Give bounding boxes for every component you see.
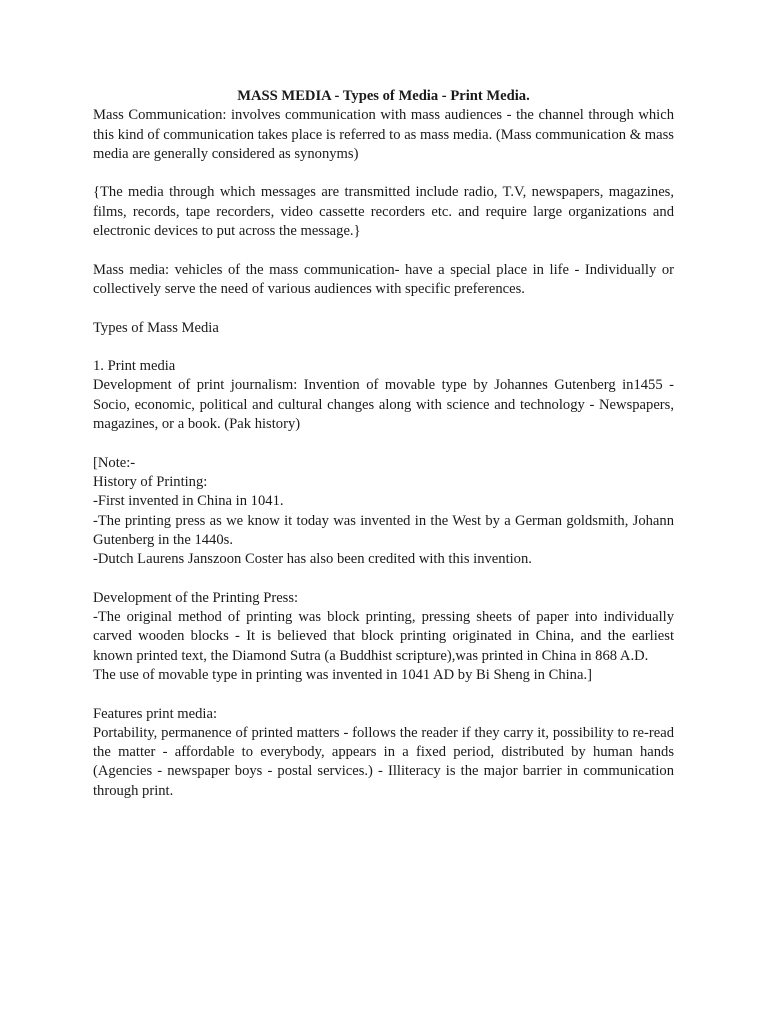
- features-heading: Features print media:: [93, 705, 218, 722]
- mass-media-definition: Mass media: vehicles of the mass communication- have a special place in life - Individually or collectively serve the need of various audiences with specific preferences.: [93, 261, 674, 297]
- print-development-paragraph: Development of print journalism: Invention of movable type by Johannes Gutenberg in1455 - Socio, economic, political and cultural changes along with science and technology - Newspapers, magazines, or a book. (Pak history): [93, 377, 674, 433]
- spacer: [93, 569, 674, 588]
- spacer: [93, 241, 674, 260]
- features-paragraph: Portability, permanence of printed matters - follows the reader if they carry it, possibility to re-read the matter - affordable to everybody, appears in a fixed period, distributed by human hands (Agencies - newspaper boys - postal services.) - Illiteracy is the major barrier in communication through print.: [93, 724, 674, 799]
- media-list-paragraph: {The media through which messages are transmitted include radio, T.V, newspapers, magazines, films, records, tape recorders, video cassette recorders etc. and require large organizations and electronic devices to put across the message.}: [93, 184, 674, 240]
- press-paragraph: The use of movable type in printing was invented in 1041 AD by Bi Sheng in China.]: [93, 666, 592, 683]
- press-paragraph: -The original method of printing was block printing, pressing sheets of paper into individually carved wooden blocks - It is believed that block printing originated in China, and the earliest known printed text, the Diamond Sutra (a Buddhist scripture),was printed in China in 868 A.D.: [93, 609, 674, 664]
- spacer: [93, 434, 674, 453]
- spacer: [93, 299, 674, 318]
- history-item: -First invented in China in 1041.: [93, 493, 284, 510]
- print-media-heading: 1. Print media: [93, 358, 176, 375]
- types-heading: Types of Mass Media: [93, 319, 219, 336]
- press-heading: Development of the Printing Press:: [93, 589, 299, 606]
- document-title: MASS MEDIA - Types of Media - Print Media.: [237, 88, 530, 104]
- spacer: [93, 164, 674, 183]
- spacer: [93, 685, 674, 704]
- history-item: -The printing press as we know it today was invented in the West by a German goldsmith, Johann Gutenberg in the 1440s.: [93, 512, 674, 548]
- history-heading: History of Printing:: [93, 473, 208, 490]
- note-open: [Note:-: [93, 454, 136, 471]
- document-page: [93, 87, 674, 801]
- intro-paragraph: Mass Communication: involves communication with mass audiences - the channel through which this kind of communication takes place is referred to as mass media. (Mass communication & mass media are generally considered as synonyms): [93, 107, 674, 162]
- history-item: -Dutch Laurens Janszoon Coster has also been credited with this invention.: [93, 551, 532, 568]
- spacer: [93, 338, 674, 357]
